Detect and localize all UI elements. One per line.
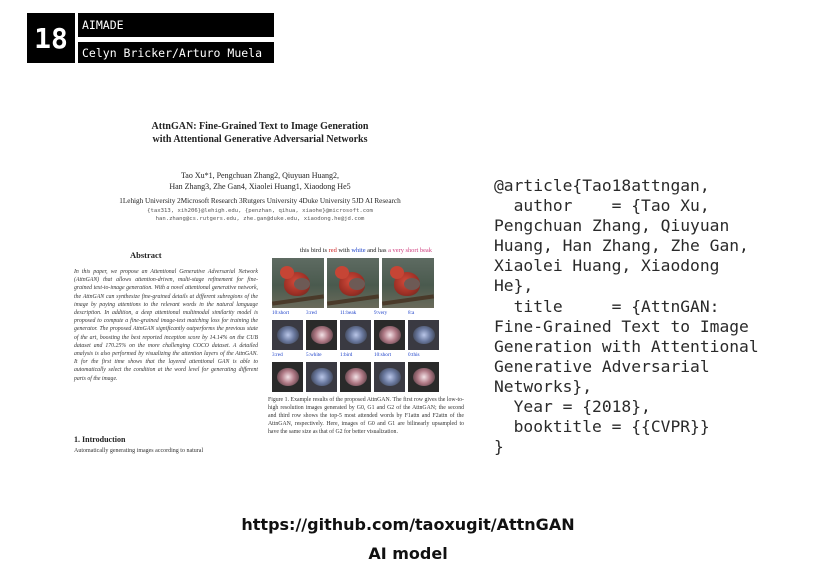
attention-maps-row2 [272,362,464,392]
attention-label: 3:red [272,352,283,358]
paper-emails-line1: {tax313, xih206}@lehigh.edu, {penzhan, qihua, xiaohe}@microsoft.com [147,208,373,214]
paper-emails [60,207,460,223]
attention-label: 9:very [374,310,388,316]
attention-map [340,362,371,392]
intro-text: Automatically generating images according to natural [74,448,204,454]
attention-map [306,320,337,350]
generated-bird-image-g2 [382,258,434,308]
project-title: AIMADE [78,13,274,37]
paper-preview [60,110,464,460]
attention-map [272,320,303,350]
figure-top-caption-white: white [351,247,366,254]
figure-top-caption [268,247,464,254]
paper-authors-line1: Tao Xu*1, Pengchuan Zhang2, Qiuyuan Huang2, [180,171,340,180]
figure-top-caption-part3: and has [365,247,389,254]
attention-map [374,362,405,392]
attention-label: 1:bird [340,352,353,358]
github-link[interactable]: https://github.com/taoxugit/AttnGAN [241,515,575,534]
attention-map [408,320,439,350]
bibtex-citation: @article{Tao18attngan, author = {Tao Xu, Pengchuan Zhang, Qiuyuan Huang, Han Zhang, Zhe Gan, Xiaolei Huang, Xiaodong He}, title = {AttnGAN: Fine-Grained Text to Image Generation with Attentional Generative Adversarial Networks}, Year = {2018}, booktitle = {{CVPR}} } [494,176,759,457]
attention-label: 5:white [306,352,322,358]
attention-label: 10:short [374,352,392,358]
project-authors: Celyn Bricker/Arturo Muela [78,42,274,63]
figure-top-caption-part2: with [336,247,352,254]
abstract-text: In this paper, we propose an Attentional Generative Adversarial Network (AttnGAN) that allows attention-driven, multi-stage refinement for fine-grained text-to-image generation. With a novel attentional generative network, the AttnGAN can synthesize fine-grained details at different subregions of the image by paying attentions to the relevant words in the natural language description. In addition, a deep attentional multimodal similarity model is proposed to compute a fine-grained image-text matching loss for training the generator. The proposed AttnGAN significantly outperforms the previous state of the art, boosting the best reported inception score by 14.14% on the CUB dataset and 170.25% on the more challenging COCO dataset. A detailed analysis is also performed by visualizing the attention layers of the AttnGAN. It for the first time shows that the layered attentional GAN is able to automatically select the condition at the word level for generating different parts of the image. [74,269,258,382]
figure-top-caption-beak: a very short beak [388,247,432,254]
attention-map [408,362,439,392]
intro-heading: 1. Introduction [74,435,126,444]
abstract-heading: Abstract [130,250,162,260]
paper-title-line1: AttnGAN: Fine-Grained Text to Image Generation [151,121,369,132]
project-number: 18 [27,13,75,63]
generated-bird-image-g0 [272,258,324,308]
attention-label: 11:beak [340,310,357,316]
attention-label: 3:red [306,310,317,316]
attention-map [272,362,303,392]
attention-map [340,320,371,350]
paper-emails-line2: han.zhang@cs.rutgers.edu, zhe.gan@duke.edu, xiaodong.he@jd.com [155,216,365,222]
attention-labels-row1 [272,310,464,316]
figure-caption: Figure 1. Example results of the proposed AttnGAN. The first row gives the low-to-high resolution images generated by G0, G1 and G2 of the AttnGAN; the second and third row shows the top-5 most attended words by F1attn and F2attn of the AttnGAN, respectively. Here, images of G0 and G1 are bilinearly upsampled to have the same size as that of G2 for better visualization. [268,397,464,435]
attention-labels-row2 [272,352,464,358]
attention-map [374,320,405,350]
paper-authors-line2: Han Zhang3, Zhe Gan4, Xiaolei Huang1, Xiaodong He5 [169,182,351,191]
figure-top-caption-red: red [328,247,337,254]
caption-label: AI model [368,544,448,563]
paper-title-line2: with Attentional Generative Adversarial Networks [152,134,368,145]
attention-label: 0:this [408,352,420,358]
attention-label: 8:a [408,310,415,316]
attention-map [306,362,337,392]
paper-title [60,120,460,146]
generated-bird-image-g1 [327,258,379,308]
paper-authors [60,170,460,192]
figure-top-caption-part1: this bird is [300,247,329,254]
figure-1 [268,247,464,436]
attention-maps-row1 [272,320,464,350]
paper-affiliations: 1Lehigh University 2Microsoft Research 3Rutgers University 4Duke University 5JD AI Research [119,197,401,205]
generated-images-row [272,258,464,308]
attention-label: 10:short [272,310,290,316]
